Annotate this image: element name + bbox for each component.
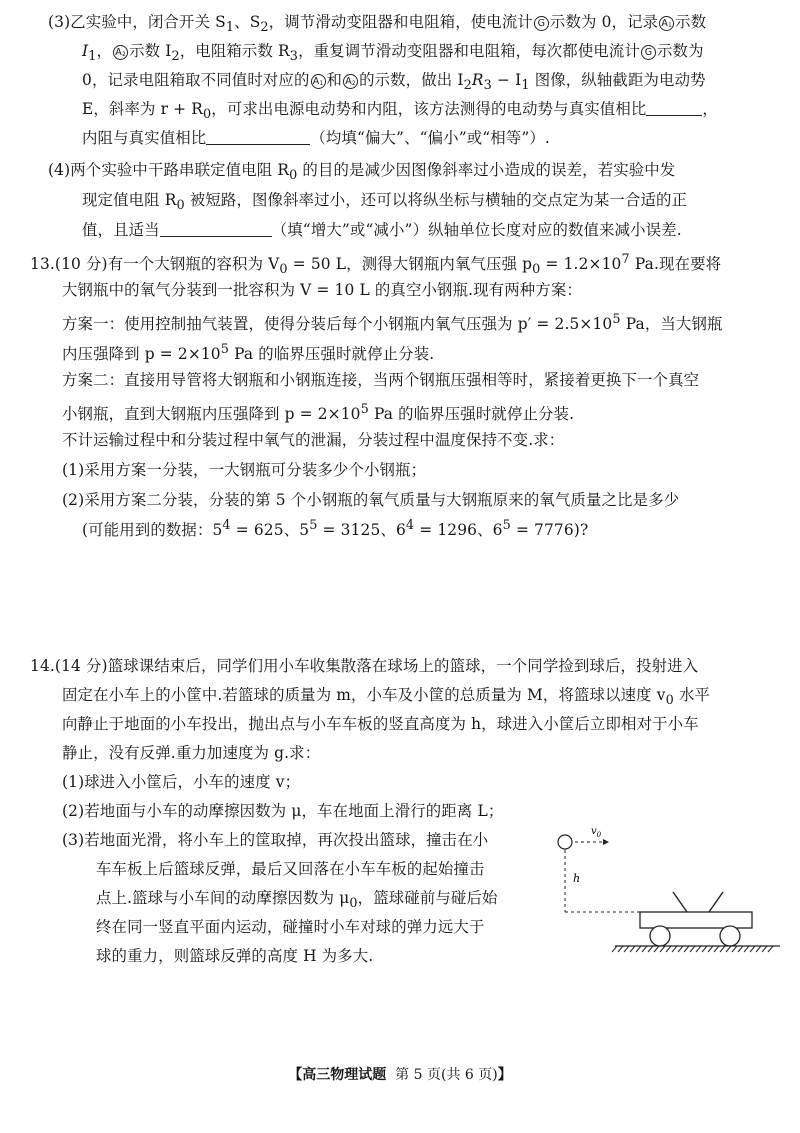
hatch-mark bbox=[672, 946, 677, 952]
cart-wheel-left bbox=[650, 926, 670, 946]
hatch-mark bbox=[732, 946, 737, 952]
hatch-mark bbox=[654, 946, 659, 952]
hatch-mark bbox=[702, 946, 707, 952]
q12-p4-line-3: 值，且适当 （填“增大”或“减小”）纵轴单位长度对应的数值来减小误差. bbox=[82, 221, 682, 239]
basket-left bbox=[673, 892, 687, 912]
hatch-mark bbox=[636, 946, 641, 952]
hatch-mark bbox=[618, 946, 623, 952]
q13-line-10: (可能用到的数据：$5^4 = 625$、$5^5 = 3125$、$6^4 = 1296$、$6^5 = 7776$)? bbox=[82, 518, 589, 540]
q14-line-4: 静止，没有反弹.重力加速度为 g.求： bbox=[62, 744, 321, 762]
q13-line-9: (2)采用方案二分装，分装的第 5 个小钢瓶的氧气质量与大钢瓶原来的氧气质量之比是多少 bbox=[62, 491, 680, 509]
q12-p3-line-3: 0，记录电阻箱取不同值时对应的 $A_1$ 和 $A_2$ 的示数，做出 $I_2R_3 - I_1$ 图像，纵轴截距为电动势 bbox=[82, 71, 706, 94]
q14-line-1: 14.(14 分)篮球课结束后，同学们用小车收集散落在球场上的篮球，一个同学捡到球后，投射进入 bbox=[30, 657, 699, 675]
q14-line-11: 球的重力，则篮球反弹的高度 H 为多大. bbox=[96, 947, 374, 965]
q13-line-3: 方案一：使用控制抽气装置，使得分装后每个小钢瓶内氧气压强为 $p' = 2.5\times 10^5$ Pa，当大钢瓶 bbox=[62, 312, 723, 334]
q12-p3-line-2: $I_1$， $A_2$ 示数 $I_2$，电阻箱示数 $R_3$，重复调节滑动变阻器和电阻箱，每次都使电流计 G 示数为 bbox=[82, 42, 704, 65]
hatch-mark bbox=[750, 946, 755, 952]
hatch-mark bbox=[726, 946, 731, 952]
q14-line-2: 固定在小车上的小筐中.若篮球的质量为 m，小车及小筐的总质量为 M，将篮球以速度 $v_0$ 水平 bbox=[62, 686, 711, 709]
q12-p3-line-1: (3)乙实验中，闭合开关 $S_1$、$S_2$，调节滑动变阻器和电阻箱，使电流计 G 示数为 0，记录 $A_1$ 示数 bbox=[48, 13, 707, 36]
hatch-mark bbox=[696, 946, 701, 952]
hatch-mark bbox=[768, 946, 773, 952]
ammeter-a1-symbol: $A_1$ bbox=[311, 74, 326, 89]
basketball bbox=[558, 835, 572, 849]
q14-line-7: (3)若地面光滑，将小车上的筐取掉，再次投出篮球，撞击在小 bbox=[62, 831, 489, 849]
q13-line-1: 13.(10 分)有一个大钢瓶的容积为 $V_0 = 50$ L，测得大钢瓶内氧气压强 $p_0 = 1.2\times 10^7$ Pa.现在要将 bbox=[30, 252, 722, 278]
q14-line-5: (1)球进入小筐后，小车的速度 v； bbox=[62, 773, 301, 791]
hatch-mark bbox=[660, 946, 665, 952]
q13-line-2: 大钢瓶中的氧气分装到一批容积为 V = 10 L 的真空小钢瓶.现有两种方案： bbox=[62, 281, 582, 299]
hatch-mark bbox=[744, 946, 749, 952]
galvanometer-symbol: G bbox=[641, 45, 656, 60]
answer-blank-emf[interactable] bbox=[646, 100, 702, 116]
hatch-mark bbox=[624, 946, 629, 952]
answer-blank-resistance[interactable] bbox=[206, 129, 310, 145]
velocity-arrowhead bbox=[603, 839, 609, 845]
cart-body bbox=[640, 912, 752, 928]
answer-blank-axis[interactable] bbox=[160, 221, 272, 237]
hatch-mark bbox=[630, 946, 635, 952]
page-footer: 【高三物理试题 第 5 页(共 6 页)】 bbox=[288, 1067, 512, 1083]
q12-p4-line-2: 现定值电阻 $R_0$ 被短路，图像斜率过小，还可以将纵坐标与横轴的交点定为某一合适的正 bbox=[82, 191, 688, 214]
q13-line-7: 不计运输过程中和分装过程中氧气的泄漏，分装过程中温度保持不变.求： bbox=[62, 431, 565, 449]
galvanometer-symbol: G bbox=[534, 16, 549, 31]
q14-line-10: 终在同一竖直平面内运动，碰撞时小车对球的弹力远大于 bbox=[96, 918, 485, 936]
q14-line-9: 点上.篮球与小车间的动摩擦因数为 $\mu_0$，篮球碰前与碰后始 bbox=[96, 889, 498, 912]
q14-line-8: 车车板上后篮球反弹，最后又回落在小车车板的起始撞击 bbox=[96, 860, 485, 878]
hatch-mark bbox=[720, 946, 725, 952]
basket-right bbox=[709, 892, 723, 912]
hatch-mark bbox=[738, 946, 743, 952]
ammeter-a1-symbol: $A_1$ bbox=[659, 16, 674, 31]
q13-line-4: 内压强降到 $p = 2\times 10^5$ Pa 的临界压强时就停止分装. bbox=[62, 342, 435, 364]
hatch-mark bbox=[708, 946, 713, 952]
q13-line-8: (1)采用方案一分装，一大钢瓶可分装多少个小钢瓶； bbox=[62, 461, 427, 479]
page-number: 第 5 页(共 6 页) bbox=[395, 1067, 498, 1083]
q12-p3-line-5: 内阻与真实值相比 （均填“偏大”、“偏小”或“相等”）. bbox=[82, 129, 550, 147]
ammeter-a2-symbol: $A_2$ bbox=[113, 45, 128, 60]
ammeter-a2-symbol: $A_2$ bbox=[343, 74, 358, 89]
cart-ball-figure bbox=[545, 820, 785, 970]
q12-p4-line-1: (4)两个实验中干路串联定值电阻 $R_0$ 的目的是减少因图像斜率过小造成的误差，若实验中发 bbox=[48, 161, 676, 184]
q14-line-3: 向静止于地面的小车投出，抛出点与小车车板的竖直高度为 h，球进入小筐后立即相对于小车 bbox=[62, 715, 699, 733]
ground-hatching bbox=[612, 946, 773, 952]
hatch-mark bbox=[684, 946, 689, 952]
hatch-mark bbox=[756, 946, 761, 952]
cart-wheel-right bbox=[720, 926, 740, 946]
hatch-mark bbox=[678, 946, 683, 952]
hatch-mark bbox=[648, 946, 653, 952]
q12-p3-line-4: E，斜率为 $r + R_0$，可求出电源电动势和内阻，该方法测得的电动势与真实值相比 ， bbox=[82, 100, 718, 123]
hatch-mark bbox=[642, 946, 647, 952]
hatch-mark bbox=[690, 946, 695, 952]
q14-line-6: (2)若地面与小车的动摩擦因数为 μ，车在地面上滑行的距离 L； bbox=[62, 802, 504, 820]
q13-line-6: 小钢瓶，直到大钢瓶内压强降到 $p = 2\times 10^5$ Pa 的临界压强时就停止分装. bbox=[62, 402, 575, 424]
v0-label: $v_0$ bbox=[591, 826, 602, 839]
h-label: h bbox=[573, 872, 581, 885]
hatch-mark bbox=[762, 946, 767, 952]
q13-line-5: 方案二：直接用导管将大钢瓶和小钢瓶连接，当两个钢瓶压强相等时，紧接着更换下一个真空 bbox=[62, 371, 700, 389]
hatch-mark bbox=[714, 946, 719, 952]
hatch-mark bbox=[666, 946, 671, 952]
hatch-mark bbox=[612, 946, 617, 952]
